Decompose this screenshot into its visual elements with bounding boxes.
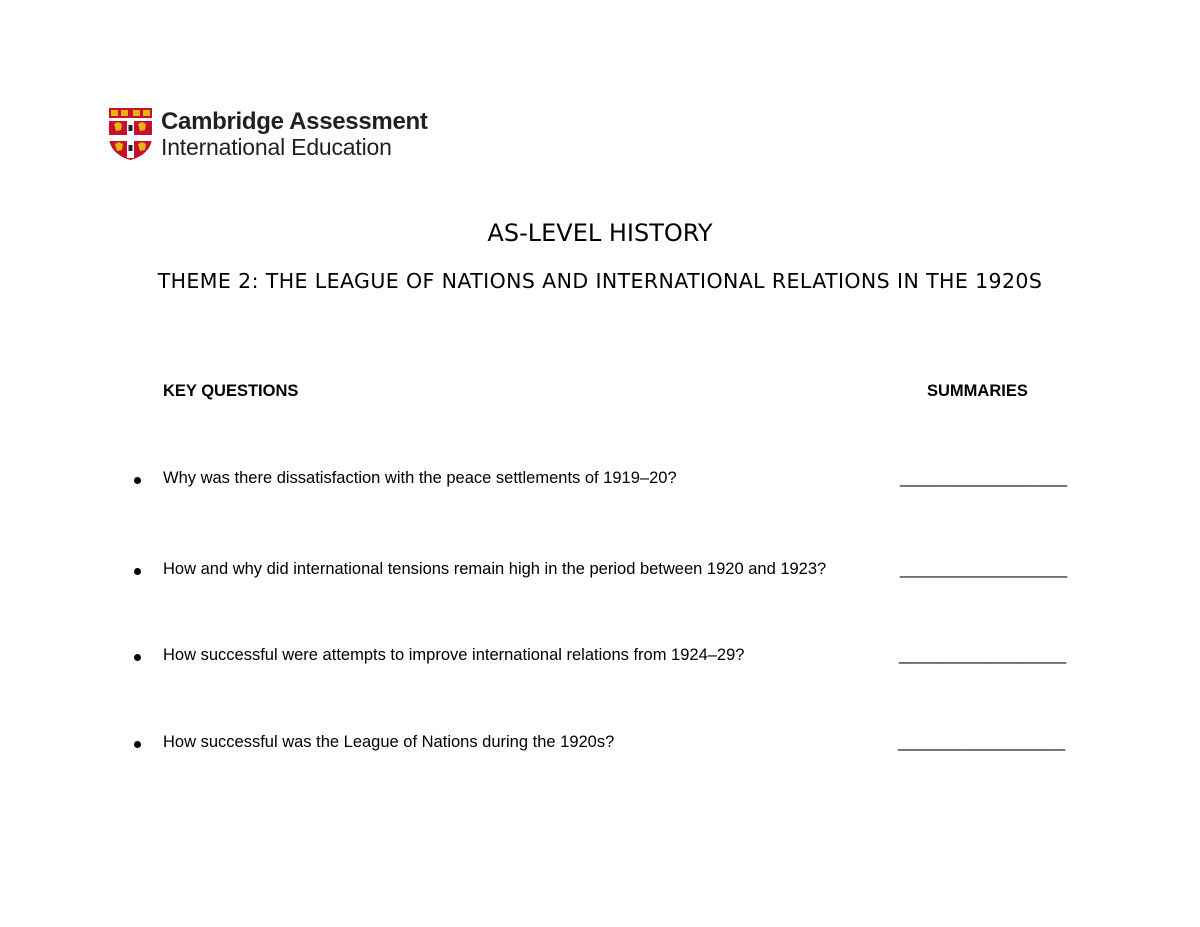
document-title: AS-LEVEL HISTORY (487, 219, 713, 247)
question-row (0, 733, 1200, 757)
question-row (0, 560, 1200, 584)
bullet-icon (134, 741, 141, 748)
question-text: How successful was the League of Nations during the 1920s? (163, 733, 615, 751)
question-text: How successful were attempts to improve international relations from 1924–29? (163, 646, 745, 664)
question-row (0, 469, 1200, 493)
summary-blank: ___________________ (900, 469, 1067, 487)
logo-wordmark (161, 109, 428, 158)
question-row (0, 646, 1200, 670)
summary-blank: ___________________ (898, 733, 1065, 751)
logo-line-1: Cambridge Assessment (161, 108, 428, 136)
bullet-icon (134, 477, 141, 484)
logo-line-2: International Education (161, 133, 392, 160)
summaries-header: SUMMARIES (927, 382, 1028, 400)
summary-blank: ___________________ (900, 560, 1067, 578)
question-text: Why was there dissatisfaction with the peace settlements of 1919–20? (163, 469, 677, 487)
key-questions-header: KEY QUESTIONS (163, 382, 299, 400)
bullet-icon (134, 654, 141, 661)
cambridge-shield-icon (108, 107, 153, 161)
bullet-icon (134, 568, 141, 575)
cambridge-logo (108, 106, 428, 162)
summary-blank: ___________________ (899, 646, 1066, 664)
question-text: How and why did international tensions remain high in the period between 1920 and 1923? (163, 560, 827, 578)
document-theme: THEME 2: THE LEAGUE OF NATIONS AND INTERNATIONAL RELATIONS IN THE 1920S (157, 269, 1043, 293)
